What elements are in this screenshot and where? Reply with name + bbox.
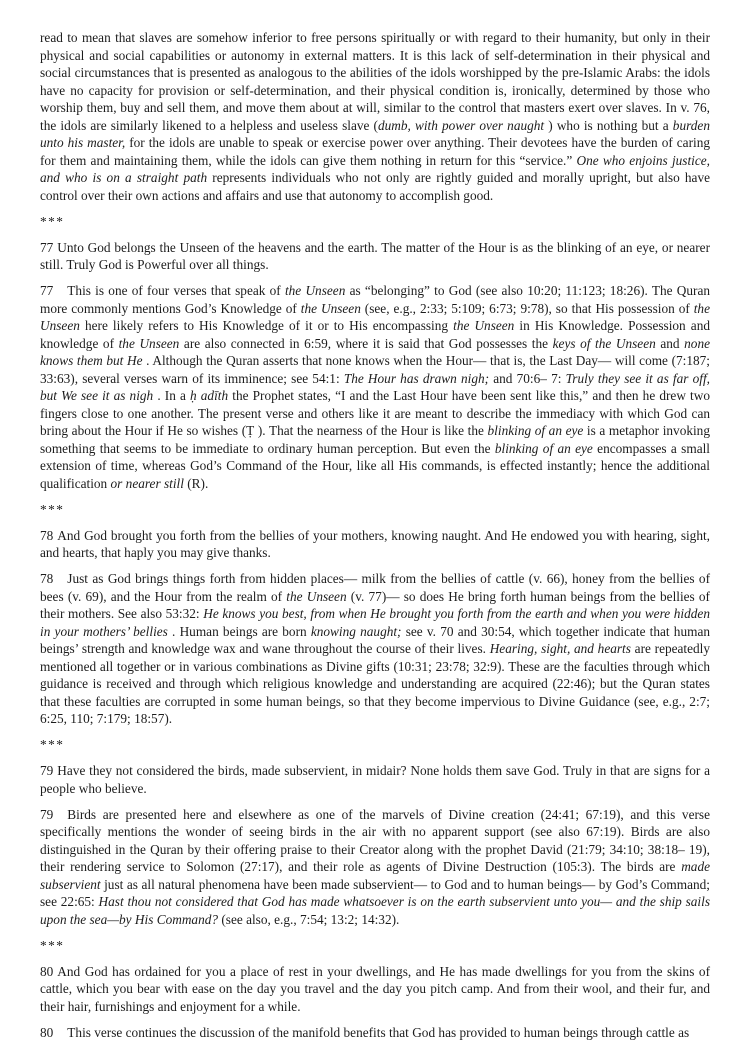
text-run: . In a bbox=[153, 388, 191, 403]
text-run: (R). bbox=[183, 475, 209, 491]
section-separator: *** bbox=[40, 213, 65, 229]
italic-text: or nearer still bbox=[110, 475, 184, 491]
section-separator: *** bbox=[40, 937, 65, 953]
text-run: ) who is nothing but a bbox=[544, 117, 673, 133]
verse-paragraph-77 bbox=[40, 239, 710, 274]
commentary-paragraph-80 bbox=[40, 1024, 710, 1042]
text-run: is a metaphor invoking something that seems to be immediate to ordinary human perception. But even the bbox=[40, 423, 710, 456]
text-run: (see also, e.g., 7:54; 13:2; 14:32). bbox=[218, 911, 400, 927]
text-run: (see, e.g., 2:33; 5:109; 6:73; 9:78), so that His possession of bbox=[360, 300, 694, 316]
text-run: . Human beings are born bbox=[167, 623, 311, 639]
text-run: are also connected in 6:59, where it is said that God possesses the bbox=[179, 335, 553, 351]
italic-text: The Hour has drawn nigh; bbox=[343, 370, 490, 386]
italic-text: the Unseen bbox=[40, 300, 710, 333]
verse-number: 78 bbox=[40, 571, 54, 586]
italic-text: Hast thou not considered that God has made whatsoever is on the earth subservient unto you— and the ship sails upon the sea—by His Command? bbox=[40, 894, 710, 927]
text-run: see v. 70 and 30:54, which together indicate that human beings’ strength and knowledge wax and wane throughout the course of their lives. bbox=[40, 623, 711, 656]
page-body bbox=[40, 29, 710, 1041]
text-run: Just as God brings things forth from hidden places— milk from the bellies of cattle (v. 66), honey from the bellies of bees (v. 69), and the Hour from the realm of bbox=[40, 571, 710, 604]
commentary-paragraph-77 bbox=[40, 282, 710, 492]
italic-text: the Unseen bbox=[286, 588, 347, 604]
italic-text: keys of the Unseen bbox=[552, 335, 656, 351]
text-run: Unto God belongs the Unseen of the heavens and the earth. The matter of the Hour is as the blinking of an eye, or nearer still. Truly God is Powerful over all things. bbox=[40, 239, 710, 272]
section-separator: *** bbox=[40, 501, 65, 517]
italic-text: blinking of an eye bbox=[494, 440, 593, 456]
italic-text: the Unseen bbox=[453, 318, 515, 333]
text-run: Birds are presented here and elsewhere as one of the marvels of Divine creation (24:41; 67:19), and this verse specifically mentions the wonder of seeing birds in the air with no apparent support (see also 67:19). Birds are also distinguished in the Quran by their offering praise to their Creator along with the prophet David (21:79; 34:10; 38:18– 19), their rendering service to Solomon (27:17), and their role as agents of Divine Destruction (105:3). The birds are bbox=[40, 806, 710, 874]
text-run: the Prophet states, “I and the Last Hour have been sent like this,” and then he drew two fingers close to one another. The present verse and others like it are meant to describe the immediacy with which God can bring about the Hour if He so wishes (Ṭ ). That the nearness of the Hour is like the bbox=[40, 388, 710, 438]
text-run: represents individuals who not only are rightly guided and morally upright, but also have control over their own actions and affairs and use that autonomy to accomplish good. bbox=[40, 170, 711, 203]
italic-text: made subservient bbox=[40, 859, 710, 892]
italic-text: the Unseen bbox=[118, 335, 180, 351]
text-run: . Although the Quran asserts that none knows when the Hour— that is, the Last Day— will come (7:187; 33:63), several verses warn of its imminence; see 54:1: bbox=[40, 353, 710, 386]
verse-number: 80 bbox=[40, 1024, 54, 1040]
italic-text: He knows you best, from when He brought you forth from the earth and when you were hidden in your mothers’ bellies bbox=[40, 606, 710, 639]
text-run: (v. 77)— so does He bring forth human beings from the bellies of their mothers. See also 53:32: bbox=[40, 588, 710, 621]
text-run: Have they not considered the birds, made subservient, in midair? None holds them save God. Truly in that are signs for a people who believe. bbox=[40, 763, 710, 796]
verse-number: 79 bbox=[40, 763, 54, 778]
verse-number: 78 bbox=[40, 527, 54, 543]
verse-paragraph-78 bbox=[40, 527, 710, 562]
text-run: This is one of four verses that speak of bbox=[67, 283, 285, 298]
text-run: encompasses a small extension of time, whereas God’s Command of the Hour, like all His commands, is effected instantly; hence the additional qualification bbox=[40, 440, 710, 491]
italic-text: none knows them but He bbox=[40, 335, 711, 368]
italic-text: burden unto his master, bbox=[40, 117, 710, 150]
text-run: are repeatedly mentioned all together or in various combinations as Divine gifts (10:31; 23:78; 32:9). These are the faculties through which guidance is received and through which religious knowledge and understanding are acquired (22:46); but the Quran states that these faculties are corrupted in some human beings, so that they become impervious to Divine Guidance (see, e.g., 2:7; 6:25, 110; 7:179; 18:57). bbox=[40, 641, 711, 726]
commentary-paragraph-78 bbox=[40, 570, 710, 728]
text-run: just as all natural phenomena have been made subservient— to God and to human beings— by God’s Command; see 22:65: bbox=[40, 876, 710, 909]
italic-text: blinking of an eye bbox=[487, 423, 584, 438]
italic-text: One who enjoins justice, and who is on a straight path bbox=[40, 152, 710, 185]
text-run: and bbox=[655, 335, 685, 351]
text-run: here likely refers to His Knowledge of it or to His encompassing bbox=[79, 318, 454, 333]
italic-text: the Unseen bbox=[300, 300, 361, 316]
verse-number: 77 bbox=[40, 239, 54, 255]
text-run: And God has ordained for you a place of rest in your dwellings, and He has made dwellings for you from the skins of cattle, which you bear with ease on the day you travel and the day you pitch camp. And from their wool, and their fur, and their hair, furnishings and enjoyment for a while. bbox=[40, 963, 710, 1014]
body-paragraph bbox=[40, 29, 710, 204]
italic-text: Truly they see it as far off, but We see it as nigh bbox=[40, 370, 710, 403]
verse-number: 79 bbox=[40, 806, 54, 822]
verse-number: 77 bbox=[40, 283, 54, 298]
verse-paragraph-80 bbox=[40, 963, 710, 1016]
verse-number: 80 bbox=[40, 963, 54, 979]
italic-text: the Unseen bbox=[284, 283, 346, 298]
text-run: in His Knowledge. Possession and knowledge of bbox=[40, 318, 710, 351]
text-run: as “belonging” to God (see also 10:20; 11:123; 18:26). The Quran more commonly mentions God’s Knowledge of bbox=[40, 283, 710, 316]
italic-text: knowing naught; bbox=[310, 623, 402, 639]
verse-paragraph-79 bbox=[40, 762, 710, 797]
section-separator: *** bbox=[40, 737, 65, 752]
text-run: This verse continues the discussion of the manifold benefits that God has provided to human beings through cattle as bbox=[67, 1024, 690, 1040]
commentary-paragraph-79 bbox=[40, 806, 710, 929]
text-run: read to mean that slaves are somehow inferior to free persons spiritually or with regard to their humanity, but only in their physical and social capabilities or autonomy in external matters. It is this lack of self-determination in their physical and social circumstances that is presented as analogous to the abilities of the idols worshipped by the pre-Islamic Arabs: the idols have no capacity for provision or self-determination, and their physical condition is, ironically, determined by those who worship them, buy and sell them, and move them about at will, similar to the control that masters exert over slaves. In v. 76, the idols are similarly likened to a helpless and useless slave ( bbox=[40, 30, 710, 133]
italic-text: dumb, with power over naught bbox=[377, 117, 545, 133]
text-run: for the idols are unable to speak or exercise power over anything. Their devotees have the burden of caring for them and maintaining them, while the idols can give them nothing in return for this “service.” bbox=[40, 135, 710, 168]
text-run: And God brought you forth from the bellies of your mothers, knowing naught. And He endowed you with hearing, sight, and hearts, that haply you may give thanks. bbox=[40, 527, 710, 560]
italic-text: Hearing, sight, and hearts bbox=[489, 641, 631, 656]
text-run: and 70:6– 7: bbox=[489, 370, 566, 386]
italic-text: ḥ adīth bbox=[190, 388, 229, 403]
